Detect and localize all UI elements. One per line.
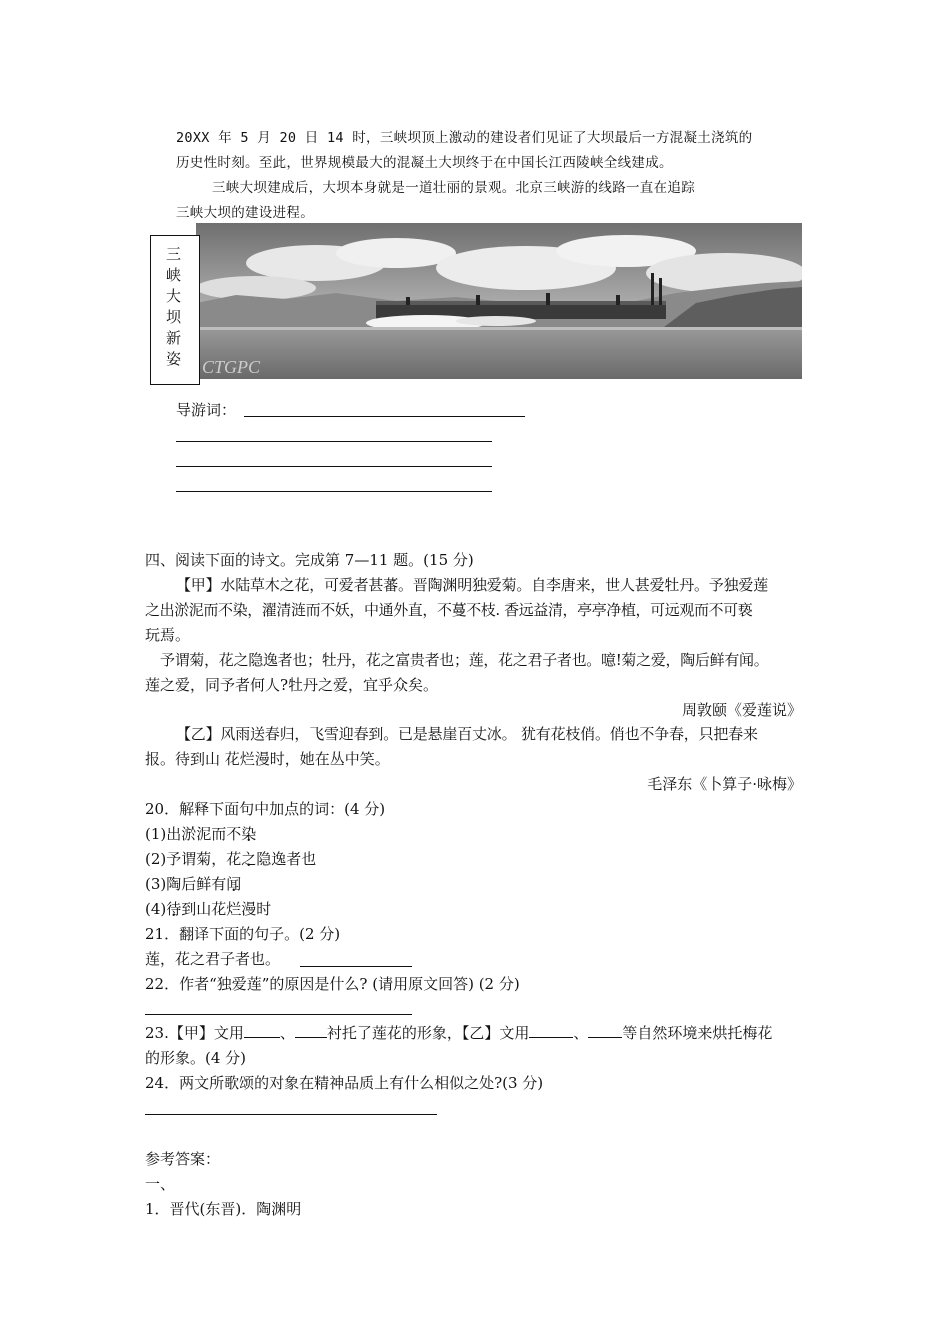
yi-source: 毛泽东《卜算子·咏梅》 <box>647 775 802 793</box>
section4-heading: 四、阅读下面的诗文。完成第 7—11 题。(15 分) <box>145 551 474 569</box>
q23-text-4: 、 <box>573 1024 589 1042</box>
q20-1-text: (1)出淤泥而不 <box>145 825 242 843</box>
q23-blank-3[interactable] <box>529 1022 573 1038</box>
guide-answer-line-3[interactable] <box>176 466 492 467</box>
q23-text-5: 等自然环境来烘托梅花 <box>622 1024 773 1042</box>
q20-item-3 <box>145 872 241 897</box>
jia-source: 周敦颐《爱莲说》 <box>681 701 802 719</box>
q23-line-2: 的形象。(4 分) <box>145 1049 247 1067</box>
q20-3-dotted: 闻 <box>226 875 242 893</box>
jia-line-4: 予谓菊，花之隐逸者也；牡丹，花之富贵者也；莲，花之君子者也。噫!菊之爱，陶后鲜有闻。 <box>160 651 769 669</box>
answer-1: 1．晋代(东晋)．陶渊明 <box>145 1200 302 1218</box>
q20-2-text: (2)予谓菊，花 <box>145 850 242 868</box>
q23-blank-1[interactable] <box>244 1022 280 1038</box>
q23-line-1 <box>145 1021 815 1046</box>
photo-caption-text: 三峡大坝新姿 <box>164 246 182 372</box>
q22-answer-line[interactable] <box>145 1014 412 1015</box>
q21-answer-line[interactable] <box>300 966 412 967</box>
answers-part: 一、 <box>145 1175 176 1193</box>
yi-line-1: 【乙】风雨送春归，飞雪迎春到。已是悬崖百丈冰。 犹有花枝俏。俏也不争春，只把春来 <box>176 725 758 743</box>
q23-blank-2[interactable] <box>295 1022 327 1038</box>
q23-blank-4[interactable] <box>588 1022 622 1038</box>
q21-prompt: 21．翻译下面的句子。(2 分) <box>145 925 341 943</box>
dam-photo-illustration <box>196 223 802 379</box>
q24-prompt: 24．两文所歌颂的对象在精神品质上有什么相似之处?(3 分) <box>145 1074 544 1092</box>
q20-item-2 <box>145 847 316 872</box>
guide-label: 导游词： <box>176 401 237 419</box>
jia-line-5: 莲之爱，同予者何人?牡丹之爱，宜乎众矣。 <box>145 676 439 694</box>
q20-2-dotted: 之 <box>241 850 257 868</box>
q24-answer-line[interactable] <box>145 1114 437 1115</box>
q23-text-1: 23.【甲】文用 <box>145 1024 244 1042</box>
jia-line-1: 【甲】水陆草木之花，可爱者甚蕃。晋陶渊明独爱菊。自李唐来，世人甚爱牡丹。予独爱莲 <box>176 576 769 594</box>
answers-heading: 参考答案： <box>145 1150 221 1168</box>
q23-text-2: 、 <box>279 1024 295 1042</box>
q20-3-text: (3)陶后鲜有 <box>145 875 227 893</box>
q20-4-text: (4) <box>145 900 167 918</box>
guide-answer-line-1[interactable] <box>244 416 525 417</box>
dam-photo <box>196 223 802 379</box>
guide-answer-line-2[interactable] <box>176 441 492 442</box>
q20-item-4 <box>145 897 271 922</box>
q20-item-1 <box>145 822 256 847</box>
photo-watermark: CTGPC <box>202 357 261 377</box>
yi-line-2: 报。待到山 花烂漫时，她在丛中笑。 <box>145 750 390 768</box>
q20-prompt: 20．解释下面句中加点的词：(4 分) <box>145 800 386 818</box>
q20-4-dotted: 待 <box>166 900 182 918</box>
q21-sentence: 莲，花之君子者也。 <box>145 950 281 968</box>
intro-line-4: 三峡大坝的建设进程。 <box>176 205 314 221</box>
intro-line-2: 历史性时刻。至此，世界规模最大的混凝土大坝终于在中国长江西陵峡全线建成。 <box>176 155 673 171</box>
intro-line-3: 三峡大坝建成后，大坝本身就是一道壮丽的景观。北京三峡游的线路一直在追踪 <box>212 180 695 196</box>
q22-prompt: 22．作者“独爱莲”的原因是什么? (请用原文回答) (2 分) <box>145 975 520 993</box>
q20-4-text-post: 到山花烂漫时 <box>181 900 272 918</box>
photo-caption-box <box>150 235 200 385</box>
jia-line-3: 玩焉。 <box>145 626 191 644</box>
q20-2-text-post: 隐逸者也 <box>256 850 317 868</box>
jia-line-2: 之出淤泥而不染，濯清涟而不妖，中通外直，不蔓不枝. 香远益清，亭亭净植，可远观而不可亵 <box>145 601 753 619</box>
q23-text-3: 衬托了莲花的形象，【乙】文用 <box>326 1024 530 1042</box>
intro-line-1: 20XX 年 5 月 20 日 14 时，三峡坝顶上激动的建设者们见证了大坝最后一方混凝土浇筑的 <box>176 130 753 146</box>
guide-answer-line-4[interactable] <box>176 491 492 492</box>
q20-1-dotted: 染 <box>241 825 257 843</box>
